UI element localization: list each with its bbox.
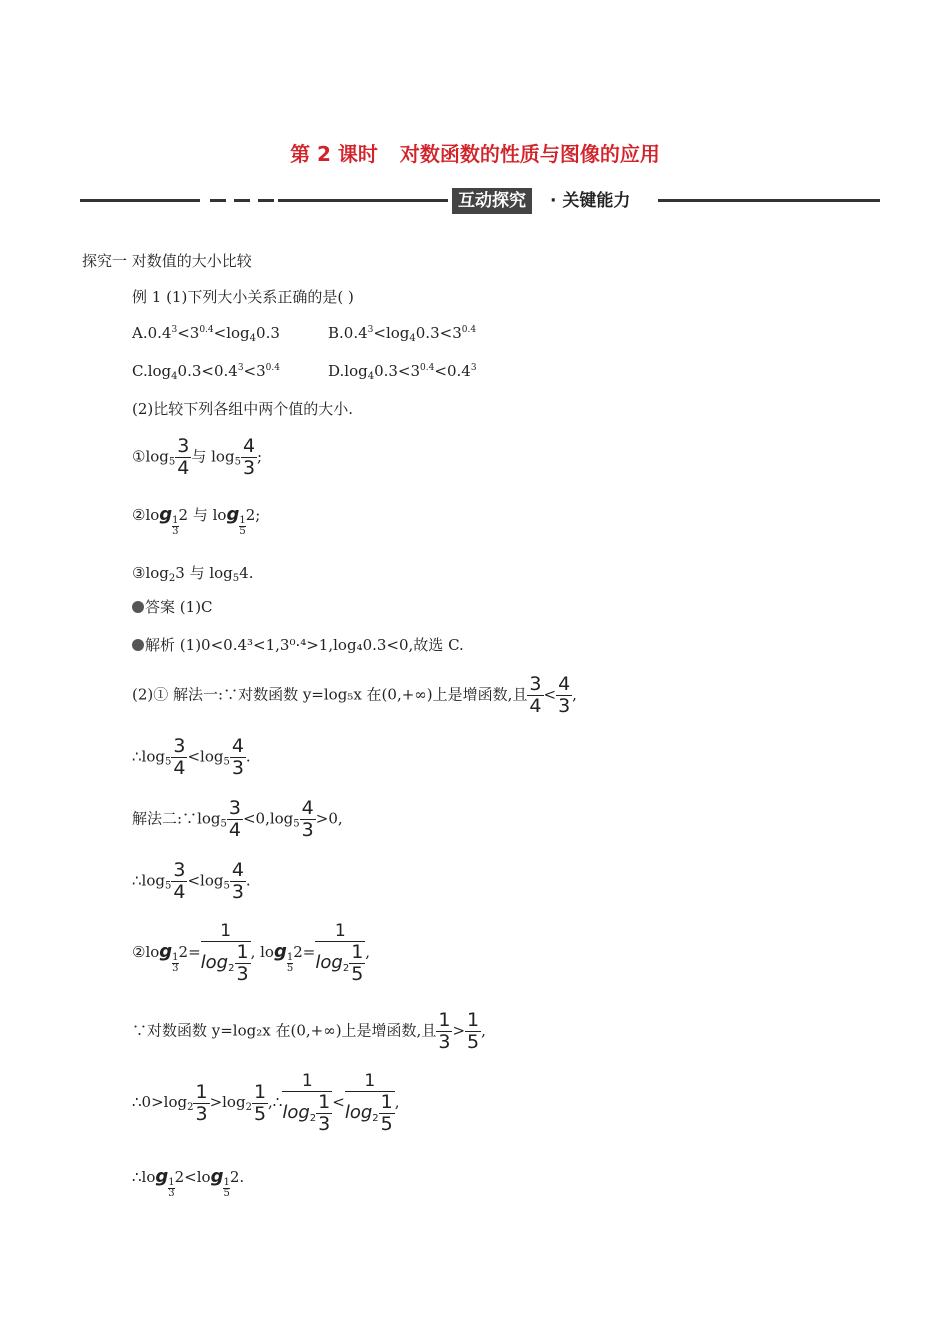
option-a: $A.0.4^3<3^{0.4}<\log_40.3$ — [132, 324, 280, 344]
solution-method-2: 解法二$:\because\log_5$ $\frac{3}{4}$ $<0,\log_5$ $\frac{4}{3}$ >0, — [132, 797, 343, 841]
solution-method-1: (2)① 解法一:∵对数函数 y=log₅x 在(0,+∞)上是增函数,且 $\frac{3}{4}$ < $\frac{4}{3}$ , — [132, 673, 577, 717]
answer-line: 答案 (1)C — [132, 596, 213, 617]
question-2: (2)比较下列各组中两个值的大小. — [132, 400, 354, 418]
section-header-bar — [80, 188, 880, 214]
option-c: $C.\log_40.3<0.4^3<3^{0.4}$ — [132, 362, 280, 382]
solution-increasing: ∵对数函数 y=log₂x 在(0,+∞)上是增函数,且 $\frac{1}{3}$ > $\frac{1}{5}$ , — [132, 1009, 486, 1053]
analysis-line: 解析 (1)0<0.4³<1,3⁰·⁴>1,log₄0.3<0,故选 C. — [132, 634, 464, 655]
conclusion-1: $\therefore\log_5$ $\frac{3}{4}$ $<\log_5$ $\frac{4}{3}$ . — [132, 735, 251, 779]
item-2: ②log $\frac{1}{3}$ 2 与 log $\frac{1}{5}$ 2; — [132, 504, 261, 537]
section-label: · 关键能力 — [550, 191, 631, 211]
solution-part-2: ②log $\frac{1}{3}$ 2= 1 $\log_2$ $\frac{1}{3}$ , log $\frac{1}{5}$ 2= 1 $\log_2$ $\frac{1}{5}$ , — [132, 921, 371, 985]
option-d: $D.\log_40.3<3^{0.4}<0.4^3$ — [328, 362, 477, 382]
example-question: 例 1 (1)下列大小关系正确的是( ) — [132, 288, 354, 306]
item-1: $①\log_5$ $\frac{3}{4}$ 与 $\log_5$ $\frac{4}{3}$ ; — [132, 435, 263, 479]
final-conclusion: ∴log $\frac{1}{3}$ 2<log $\frac{1}{5}$ 2. — [132, 1166, 245, 1199]
page-title: 第 2 课时 对数函数的性质与图像的应用 — [290, 142, 660, 166]
section-badge: 互动探究 — [452, 188, 532, 214]
answer-icon — [132, 601, 144, 613]
item-3: $③\log_23$ 与 $\log_54$. — [132, 564, 254, 584]
conclusion-2: $\therefore\log_5$ $\frac{3}{4}$ $<\log_5$ $\frac{4}{3}$ . — [132, 859, 251, 903]
explore-heading: 探究一 对数值的大小比较 — [82, 252, 252, 270]
option-b: $B.0.4^3<\log_40.3<3^{0.4}$ — [328, 324, 477, 344]
analysis-icon — [132, 639, 144, 651]
solution-compare: $\therefore 0>\log_2$ $\frac{1}{3}$ $>\log_2$ $\frac{1}{5}$ ,∴ 1 $\log_2$ $\frac{1}{3}$ < 1 $\log_2$ $\frac{1}{5}$ , — [132, 1071, 400, 1135]
